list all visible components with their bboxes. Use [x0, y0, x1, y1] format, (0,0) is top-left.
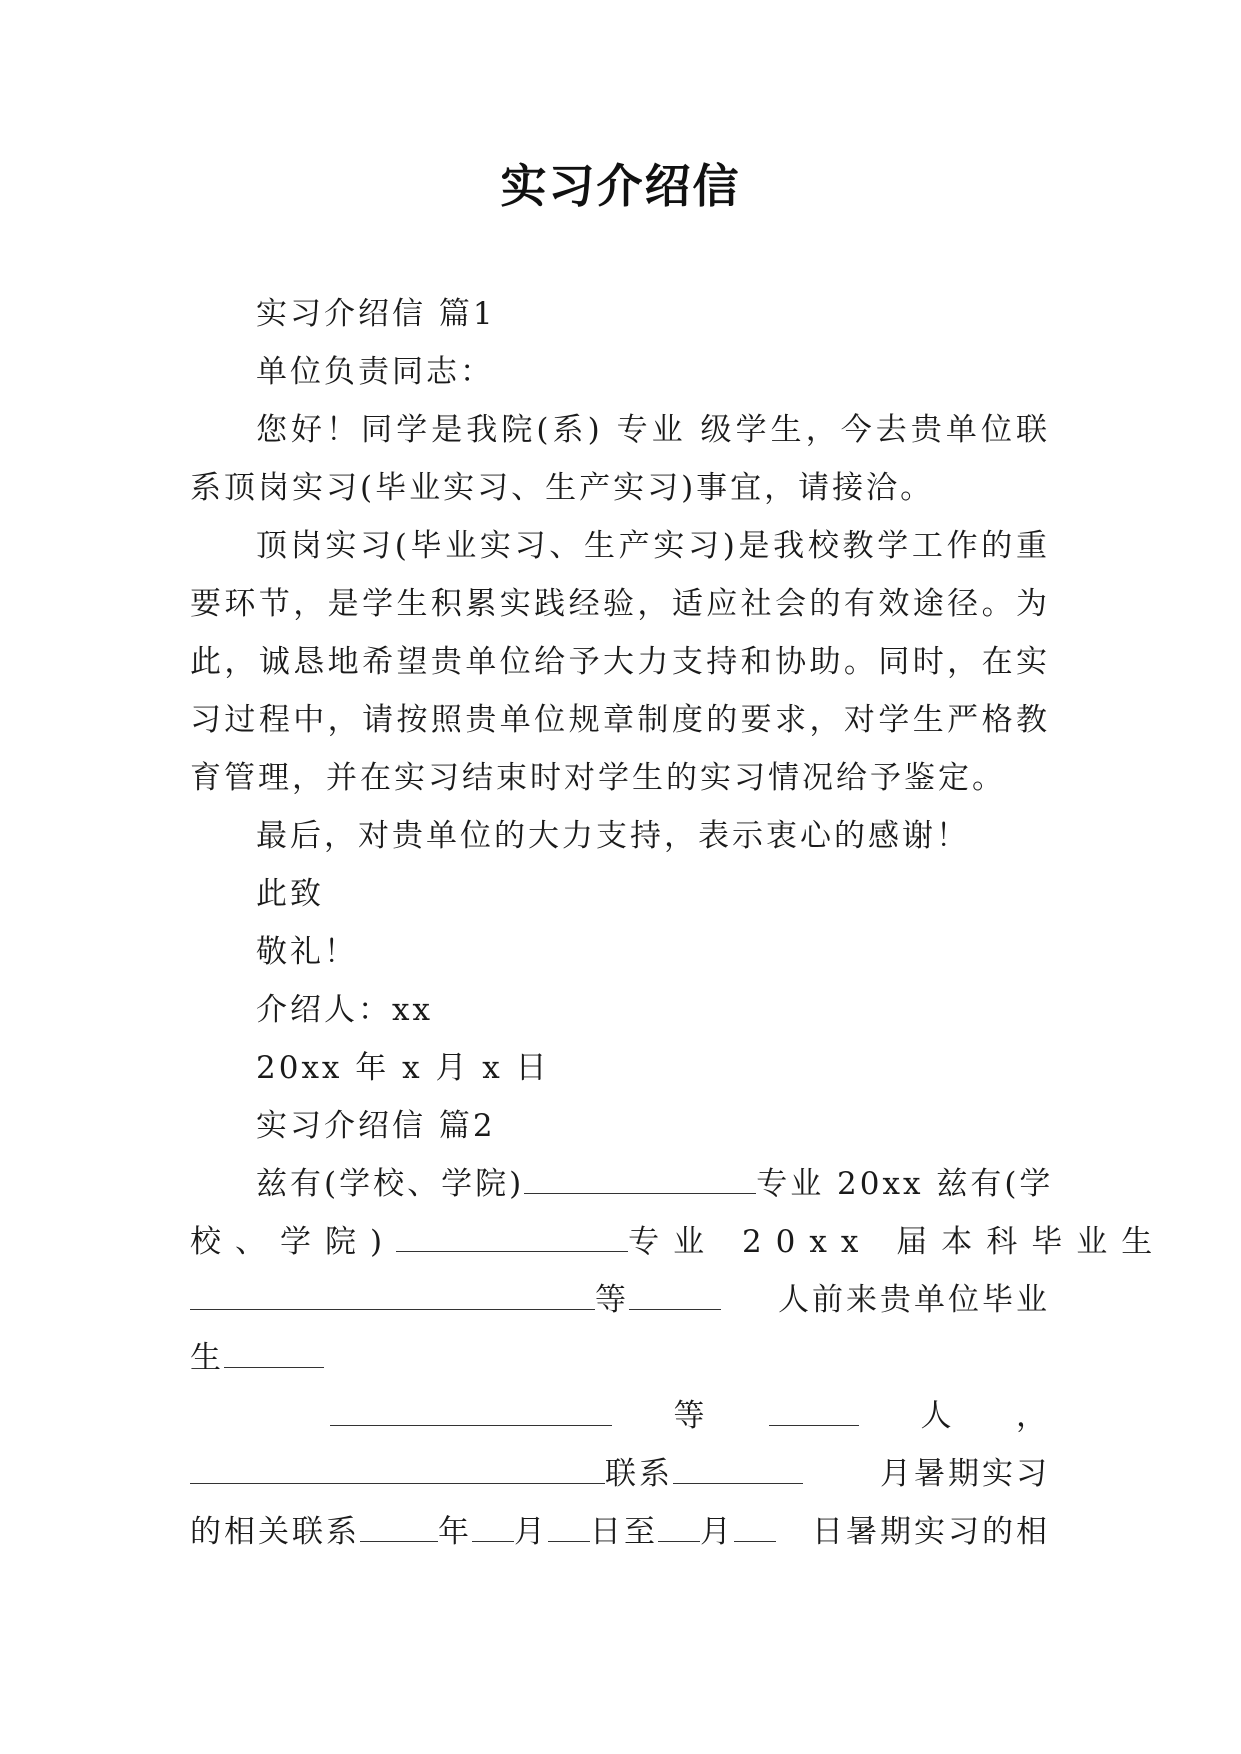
blank-field [548, 1515, 590, 1542]
paragraph-1: 您好！同学是我院(系) 专业 级学生，今去贵单位联系顶岗实习(毕业实习、生产实习)事宜，请接洽。 [190, 412, 1050, 506]
form-text: 月暑期实习 [880, 1456, 1050, 1492]
section2-heading: 实习介绍信 篇2 [256, 1108, 496, 1144]
blank-field [190, 1457, 605, 1484]
form-text: 年 [438, 1514, 472, 1550]
form-text: 专业 20xx 兹有(学 [756, 1166, 1054, 1202]
blank-field [396, 1225, 628, 1252]
blank-field [673, 1457, 803, 1484]
document-body [190, 285, 1167, 1561]
form-text: 人 [920, 1398, 955, 1434]
blank-field [224, 1341, 324, 1368]
blank-field [769, 1399, 859, 1426]
form-line-1 [190, 1155, 1054, 1213]
form-line-3 [190, 1271, 1050, 1329]
section1-heading: 实习介绍信 篇1 [256, 296, 496, 332]
blank-field [472, 1515, 514, 1542]
closing-greeting: 此致 [256, 876, 324, 912]
form-line-2 [190, 1213, 1167, 1271]
blank-field [734, 1515, 776, 1542]
form-text: ， [1016, 1398, 1050, 1434]
form-text: 专业 20xx 届本科毕业生 [628, 1224, 1167, 1260]
form-line-4 [190, 1329, 1050, 1387]
paragraph-2: 顶岗实习(毕业实习、生产实习)是我校教学工作的重要环节，是学生积累实践经验，适应社会的有效途径。为此，诚恳地希望贵单位给予大力支持和协助。同时，在实习过程中，请按照贵单位规章制度的要求，对学生严格教育管理，并在实习结束时对学生的实习情况给予鉴定。 [190, 528, 1050, 796]
form-text: 联系 [605, 1456, 673, 1492]
form-text: 等 [595, 1282, 629, 1318]
form-line-7 [190, 1503, 1050, 1561]
form-text: 日至 [590, 1514, 658, 1550]
paragraph-3: 最后，对贵单位的大力支持，表示衷心的感谢！ [256, 818, 970, 854]
date-line: 20xx 年 x 月 x 日 [256, 1050, 550, 1086]
blank-field [658, 1515, 700, 1542]
form-line-5 [190, 1387, 1050, 1445]
salutation: 单位负责同志： [256, 354, 494, 390]
blank-field [190, 1283, 595, 1310]
form-text: 月 [514, 1514, 548, 1550]
form-line-6 [190, 1445, 1050, 1503]
blank-field [629, 1283, 721, 1310]
form-text: 校、学院) [190, 1224, 397, 1260]
blank-field [360, 1515, 438, 1542]
form-text: 兹有(学校、学院) [256, 1166, 525, 1202]
document-title: 实习介绍信 [500, 159, 741, 213]
introducer-line: 介绍人：xx [256, 992, 433, 1028]
form-text: 日暑期实习的相 [812, 1514, 1050, 1550]
form-text: 生 [190, 1340, 224, 1376]
form-text: 月 [700, 1514, 734, 1550]
form-text: 的相关联系 [190, 1514, 360, 1550]
closing-salute: 敬礼！ [256, 934, 358, 970]
form-text: 人前来贵单位毕业 [778, 1282, 1050, 1318]
blank-field [330, 1399, 612, 1426]
blank-field [524, 1167, 756, 1194]
form-text: 等 [673, 1398, 708, 1434]
